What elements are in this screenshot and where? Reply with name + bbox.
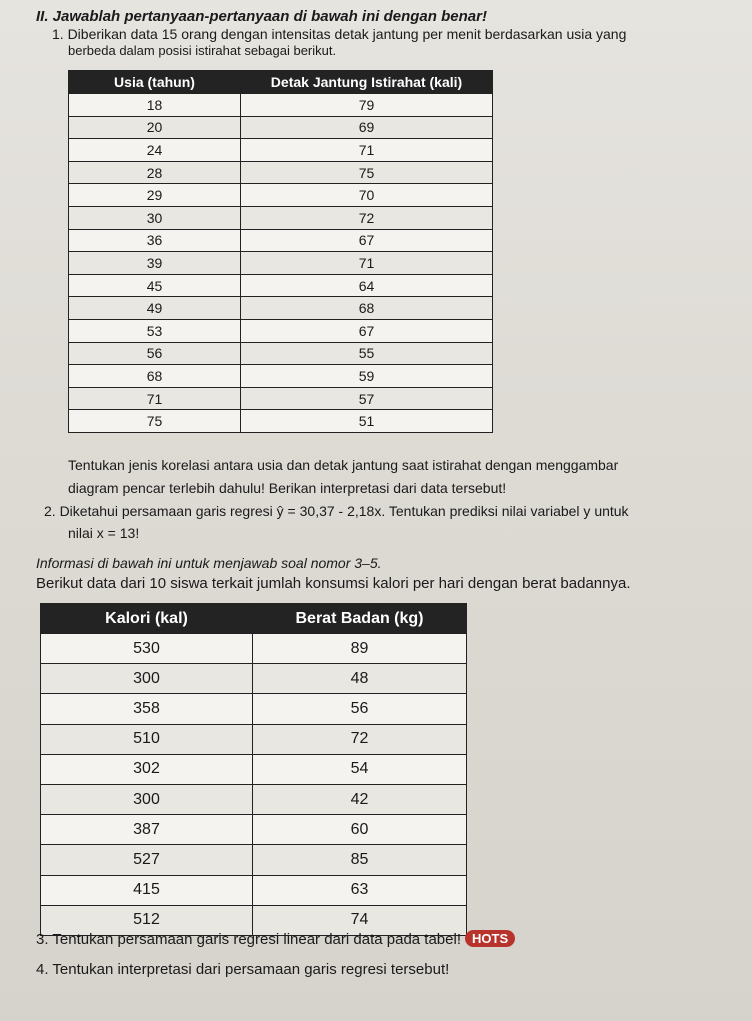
table-cell-y: 72	[241, 206, 493, 229]
table-header-row	[69, 71, 493, 94]
table-cell-y: 63	[253, 875, 467, 905]
table-cell-y: 54	[253, 754, 467, 784]
question-4: 4. Tentukan interpretasi dari persamaan garis regresi tersebut!	[36, 961, 450, 978]
question-2-line-2: nilai x = 13!	[68, 525, 140, 541]
table-cell-y: 72	[253, 724, 467, 754]
table-cell-y: 60	[253, 815, 467, 845]
table-cell-x: 302	[41, 754, 253, 784]
table-row	[69, 274, 493, 297]
table-cell-y: 89	[253, 634, 467, 664]
table-cell-y: 42	[253, 784, 467, 814]
calorie-data-intro: Berikut data dari 10 siswa terkait jumlah konsumsi kalori per hari dengan berat badannya.	[36, 575, 631, 592]
table-cell-x: 39	[69, 252, 241, 275]
table-cell-x: 358	[41, 694, 253, 724]
column-header-heart-rate: Detak Jantung Istirahat (kali)	[241, 71, 493, 94]
table-cell-y: 67	[241, 229, 493, 252]
table-cell-y: 57	[241, 387, 493, 410]
table-row	[69, 116, 493, 139]
table-cell-y: 68	[241, 297, 493, 320]
table-cell-y: 56	[253, 694, 467, 724]
column-header-age: Usia (tahun)	[69, 71, 241, 94]
column-header-calories: Kalori (kal)	[41, 604, 253, 634]
table-cell-x: 56	[69, 342, 241, 365]
table-cell-y: 71	[241, 252, 493, 275]
heart-rate-table	[68, 70, 493, 433]
table-cell-x: 18	[69, 94, 241, 117]
table-cell-x: 45	[69, 274, 241, 297]
table-row	[69, 206, 493, 229]
table-row	[69, 365, 493, 388]
table-cell-x: 71	[69, 387, 241, 410]
table-cell-x: 28	[69, 161, 241, 184]
table-cell-y: 67	[241, 319, 493, 342]
question-1-line-3: Tentukan jenis korelasi antara usia dan detak jantung saat istirahat dengan menggambar	[68, 457, 619, 473]
table-row	[69, 184, 493, 207]
question-2-line-1: 2. Diketahui persamaan garis regresi ŷ = 30,37 - 2,18x. Tentukan prediksi nilai variabel y untuk	[44, 503, 629, 519]
table-cell-x: 49	[69, 297, 241, 320]
table-cell-x: 387	[41, 815, 253, 845]
table-cell-x: 29	[69, 184, 241, 207]
table-cell-x: 510	[41, 724, 253, 754]
table-cell-y: 85	[253, 845, 467, 875]
table-row	[69, 387, 493, 410]
table-row	[69, 410, 493, 433]
table-cell-x: 300	[41, 664, 253, 694]
question-1-line-2: berbeda dalam posisi istirahat sebagai berikut.	[68, 43, 337, 58]
table-row	[69, 94, 493, 117]
table-cell-x: 53	[69, 319, 241, 342]
table-row	[41, 815, 467, 845]
table-cell-y: 71	[241, 139, 493, 162]
table-row	[41, 754, 467, 784]
table-cell-y: 69	[241, 116, 493, 139]
table-cell-x: 300	[41, 784, 253, 814]
table-header-row	[41, 604, 467, 634]
table-cell-x: 36	[69, 229, 241, 252]
table-cell-y: 79	[241, 94, 493, 117]
table-row	[41, 875, 467, 905]
table-row	[41, 845, 467, 875]
table-cell-x: 527	[41, 845, 253, 875]
table-cell-y: 48	[253, 664, 467, 694]
table-cell-x: 415	[41, 875, 253, 905]
table-cell-y: 70	[241, 184, 493, 207]
table-row	[41, 724, 467, 754]
table-cell-x: 530	[41, 634, 253, 664]
section-heading: II. Jawablah pertanyaan-pertanyaan di bawah ini dengan benar!	[36, 8, 487, 25]
table-cell-y: 55	[241, 342, 493, 365]
table-row	[41, 664, 467, 694]
table-cell-y: 64	[241, 274, 493, 297]
table-cell-y: 59	[241, 365, 493, 388]
table-row	[69, 229, 493, 252]
table-cell-x: 24	[69, 139, 241, 162]
table-cell-y: 74	[253, 905, 467, 935]
table-cell-x: 75	[69, 410, 241, 433]
question-1-line-1: 1. Diberikan data 15 orang dengan intensitas detak jantung per menit berdasarkan usia yang	[52, 26, 627, 42]
table-cell-x: 68	[69, 365, 241, 388]
calorie-weight-table	[40, 603, 467, 936]
table-row	[69, 139, 493, 162]
table-row	[69, 342, 493, 365]
hots-badge: HOTS	[465, 930, 515, 947]
table-cell-y: 51	[241, 410, 493, 433]
table-cell-x: 512	[41, 905, 253, 935]
table-row	[41, 784, 467, 814]
info-note: Informasi di bawah ini untuk menjawab soal nomor 3–5.	[36, 555, 382, 571]
question-3-text: 3. Tentukan persamaan garis regresi linear dari data pada tabel!	[36, 931, 461, 948]
table-cell-x: 30	[69, 206, 241, 229]
question-3	[36, 931, 515, 948]
table-row	[69, 319, 493, 342]
column-header-weight: Berat Badan (kg)	[253, 604, 467, 634]
table-cell-y: 75	[241, 161, 493, 184]
table-cell-x: 20	[69, 116, 241, 139]
table-row	[69, 297, 493, 320]
table-row	[41, 694, 467, 724]
table-row	[69, 161, 493, 184]
table-row	[69, 252, 493, 275]
question-1-line-4: diagram pencar terlebih dahulu! Berikan interpretasi dari data tersebut!	[68, 480, 507, 496]
table-row	[41, 634, 467, 664]
